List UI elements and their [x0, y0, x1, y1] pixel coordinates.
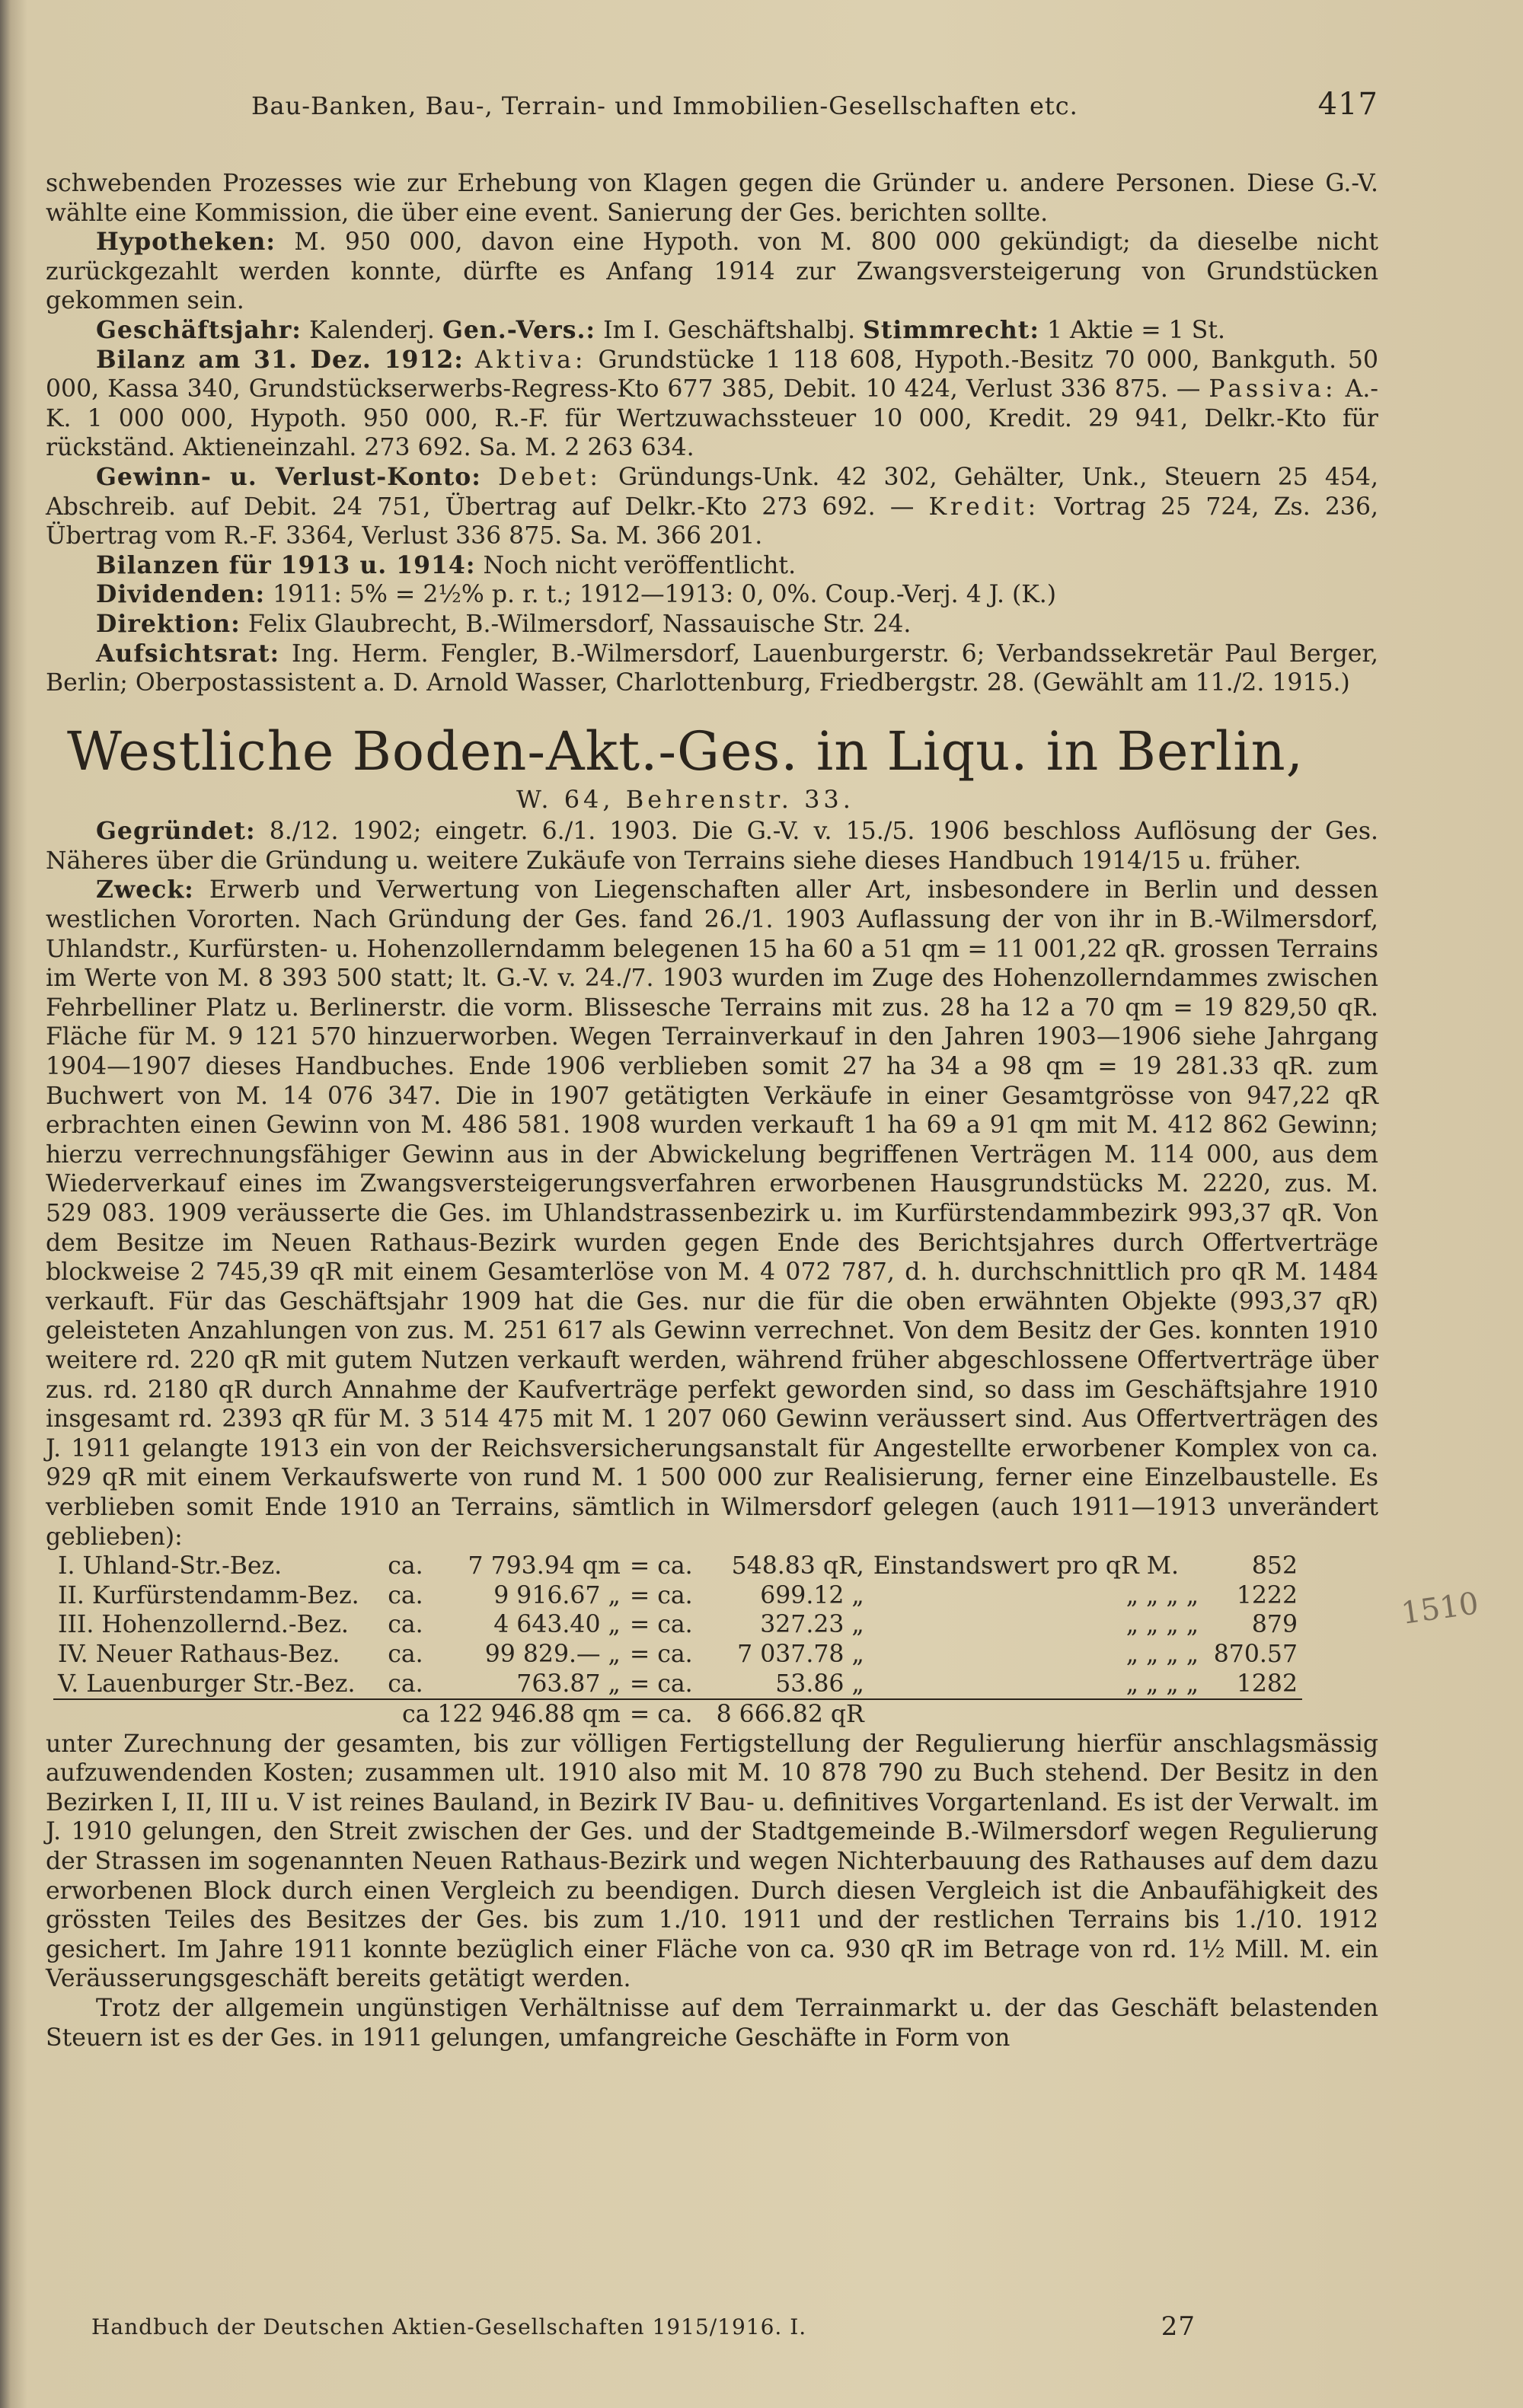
table-row: III. Hohenzollernd.-Bez. ca. 4 643.40 „ = ca. 327.23 „ „ „ „ „ 879 [58, 1611, 1298, 1639]
page-number: 417 [1317, 87, 1378, 122]
margin-note: 1510 [1399, 1586, 1481, 1631]
running-head [251, 87, 1378, 122]
table-row: II. Kurfürstendamm-Bez. ca. 9 916.67 „ = ca. 699.12 „ „ „ „ „ 1222 [58, 1581, 1298, 1609]
aufsichtsrat-paragraph: Aufsichtsrat: Ing. Herm. Fengler, B.-Wilmersdorf, Lauenburgerstr. 6; Verbandssekretär Paul Berger, Berlin; Oberpostassistent a. D. Arnold Wasser, Charlottenburg, Friedbergstr. 28. (Gewählt am 11./2. 1915.) [46, 639, 1378, 697]
hypotheken-paragraph: Hypotheken: M. 950 000, davon eine Hypoth. von M. 800 000 gekündigt; da dieselbe nicht zurückgezahlt werden konnte, dürfte es Anfang 1914 zur Zwangsversteigerung von Grundstücken gekommen sein. [46, 228, 1378, 315]
gegruendet-paragraph: Gegründet: 8./12. 1902; eingetr. 6./1. 1903. Die G.-V. v. 15./5. 1906 beschloss Auflösung der Ges. Näheres über die Gründung u. weitere Zukäufe von Terrains siehe dieses Handbuch 1914/15 u. früher. [46, 817, 1378, 875]
total-eq: = ca. [625, 1699, 702, 1730]
bilanzen-paragraph: Bilanzen für 1913 u. 1914: Noch nicht veröffentlicht. [96, 550, 797, 579]
total-qm: ca 122 946.88 qm [383, 1699, 625, 1730]
total-qr: 8 666.82 qR [702, 1699, 869, 1730]
table-row: IV. Neuer Rathaus-Bez. ca. 99 829.— „ = ca. 7 037.78 „ „ „ „ „ 870.57 [58, 1640, 1298, 1668]
guv-paragraph: Gewinn- u. Verlust-Konto: Debet: Gründungs-Unk. 42 302, Gehälter, Unk., Steuern 25 454, Abschreib. auf Debit. 24 751, Übertrag auf Delkr.-Kto 273 692. — Kredit: Vortrag 25 724, Zs. 236, Übertrag vom R.-F. 3364, Verlust 336 875. Sa. M. 366 201. [46, 462, 1379, 550]
direktion-paragraph: Direktion: Felix Glaubrecht, B.-Wilmersdorf, Nassauische Str. 24. [96, 609, 912, 638]
table-row: V. Lauenburger Str.-Bez. ca. 763.87 „ = ca. 53.86 „ „ „ „ „ 1282 [58, 1670, 1298, 1698]
text-body [46, 169, 1378, 2052]
company-address: W. 64, Behrenstr. 33. [516, 784, 854, 814]
table-total-row [53, 1699, 1302, 1730]
terrain-table [53, 1552, 1302, 1730]
dividenden-paragraph: Dividenden: 1911: 5% = 2½% p. r. t.; 1912—1913: 0, 0%. Coup.-Verj. 4 J. (K.) [96, 580, 1057, 609]
last-paragraph: Trotz der allgemein ungünstigen Verhältnisse auf dem Terrainmarkt u. der das Geschäft belastenden Steuern ist es der Ges. in 1911 gelungen, umfangreiche Geschäfte in Form von [46, 1995, 1378, 2052]
bilanz-paragraph: Bilanz am 31. Dez. 1912: Aktiva: Grundstücke 1 118 608, Hypoth.-Besitz 70 000, Bankguth. 50 000, Kassa 340, Grundstückserwerbs-Regress-Kto 677 385, Debit. 10 424, Verlust 336 875. — Passiva: A.-K. 1 000 000, Hypoth. 950 000, R.-F. für Wertzuwachssteuer 10 000, Kredit. 29 941, Delkr.-Kto für rückständ. Aktieneinzahl. 273 692. Sa. M. 2 263 634. [46, 345, 1379, 462]
running-title: Bau-Banken, Bau-, Terrain- und Immobilien-Gesellschaften etc. [251, 91, 1078, 120]
footer-source: Handbuch der Deutschen Aktien-Gesellschaften 1915/1916. I. [91, 2314, 807, 2339]
prev-intro: schwebenden Prozesses wie zur Erhebung von Klagen gegen die Gründer u. andere Personen. Diese G.-V. wählte eine Kommission, die über eine event. Sanierung der Ges. berichten sollte. [46, 170, 1378, 227]
company-title: Westliche Boden-Akt.-Ges. in Liqu. in Berlin, [67, 719, 1304, 783]
after-table-paragraph: unter Zurechnung der gesamten, bis zur völligen Fertigstellung der Regulierung hierfür anschlagsmässig aufzuwendenden Kosten; zusammen ult. 1910 also mit M. 10 878 790 zu Buch stehend. Der Besitz in den Bezirken I, II, III u. V ist reines Bauland, in Bezirk IV Bau- u. definitives Vorgartenland. Es ist der Verwalt. im J. 1910 gelungen, den Streit zwischen der Ges. und der Stadtgemeinde B.-Wilmersdorf wegen Regulierung der Strassen im sogenannten Neuen Rathaus-Bezirk und wegen Nichterbauung des Rathauses auf dem dazu erworbenen Block durch einen Vergleich zu beendigen. Durch diesen Vergleich ist die Anbaufähigkeit des grössten Teiles des Besitzes der Ges. bis zum 1./10. 1911 und der restlichen Terrains bis 1./10. 1912 gesichert. Im Jahre 1911 konnte bezüglich einer Fläche von ca. 930 qR im Betrage von rd. 1½ Mill. M. ein Veräusserungsgeschäft bereits getätigt werden. [46, 1730, 1378, 1993]
sheet-number: 27 [1161, 2311, 1196, 2342]
meta-paragraph: Geschäftsjahr: Kalenderj. Gen.-Vers.: Im I. Geschäftshalbj. Stimmrecht: 1 Aktie = 1 St. [96, 315, 1225, 344]
footer [91, 2311, 1196, 2342]
zweck-paragraph: Zweck: Erwerb und Verwertung von Liegenschaften aller Art, insbesondere in Berlin und dessen westlichen Vororten. Nach Gründung der Ges. fand 26./1. 1903 Auflassung der von ihr in B.-Wilmersdorf, Uhlandstr., Kurfürsten- u. Hohenzollerndamm belegenen 15 ha 60 a 51 qm = 11 001,22 qR. grossen Terrains im Werte von M. 8 393 500 statt; lt. G.-V. v. 24./7. 1903 wurden im Zuge des Hohenzollerndammes zwischen Fehrbelliner Platz u. Berlinerstr. die vorm. Blissesche Terrains mit zus. 28 ha 12 a 70 qm = 19 829,50 qR. Fläche für M. 9 121 570 hinzuerworben. Wegen Terrainverkauf in den Jahren 1903—1906 siehe Jahrgang 1904—1907 dieses Handbuches. Ende 1906 verblieben somit 27 ha 34 a 98 qm = 19 281.33 qR. zum Buchwert von M. 14 076 347. Die in 1907 getätigten Verkäufe in einer Gesamtgrösse von 947,22 qR erbrachten einen Gewinn von M. 486 581. 1908 wurden verkauft 1 ha 69 a 91 qm mit M. 412 862 Gewinn; hierzu verrechnungsfähiger Gewinn aus in der Abwickelung begriffenen Verträgen M. 114 000, aus dem Wiederverkauf eines im Zwangsversteigerungsverfahren erworbenen Hausgrundstücks M. 2220, zus. M. 529 083. 1909 veräusserte die Ges. im Uhlandstrassenbezirk u. im Kurfürstendammbezirk 993,37 qR. Von dem Besitze im Neuen Rathaus-Bezirk wurden gegen Ende des Berichtsjahres durch Offertverträge blockweise 2 745,39 qR mit einem Gesamterlöse von M. 4 072 787, d. h. durchschnittlich pro qR M. 1484 verkauft. Für das Geschäftsjahr 1909 hat die Ges. nur die für die oben erwähnten Objekte (993,37 qR) geleisteten Anzahlungen von zus. M. 251 617 als Gewinn verrechnet. Von dem Besitz der Ges. konnten 1910 weitere rd. 220 qR mit gutem Nutzen verkauft werden, während früher abgeschlossene Offertverträge über zus. rd. 2180 qR durch Annahme der Kaufverträge perfekt geworden sind, so dass im Geschäftsjahre 1910 insgesamt rd. 2393 qR für M. 3 514 475 mit M. 1 207 060 Gewinn veräussert sind. Aus Offertverträgen des J. 1911 gelangte 1913 ein von der Reichsversicherungsanstalt für Angestellte erworbener Komplex von ca. 929 qR mit einem Verkaufswerte von rund M. 1 500 000 zur Realisierung, ferner eine Einzelbaustelle. Es verblieben somit Ende 1910 an Terrains, sämtlich in Wilmersdorf gelegen (auch 1911—1913 unverändert geblieben): [46, 875, 1378, 1551]
table-row: I. Uhland-Str.-Bez. ca. 7 793.94 qm = ca. 548.83 qR, Einstandswert pro qR M. 852 [58, 1552, 1298, 1580]
